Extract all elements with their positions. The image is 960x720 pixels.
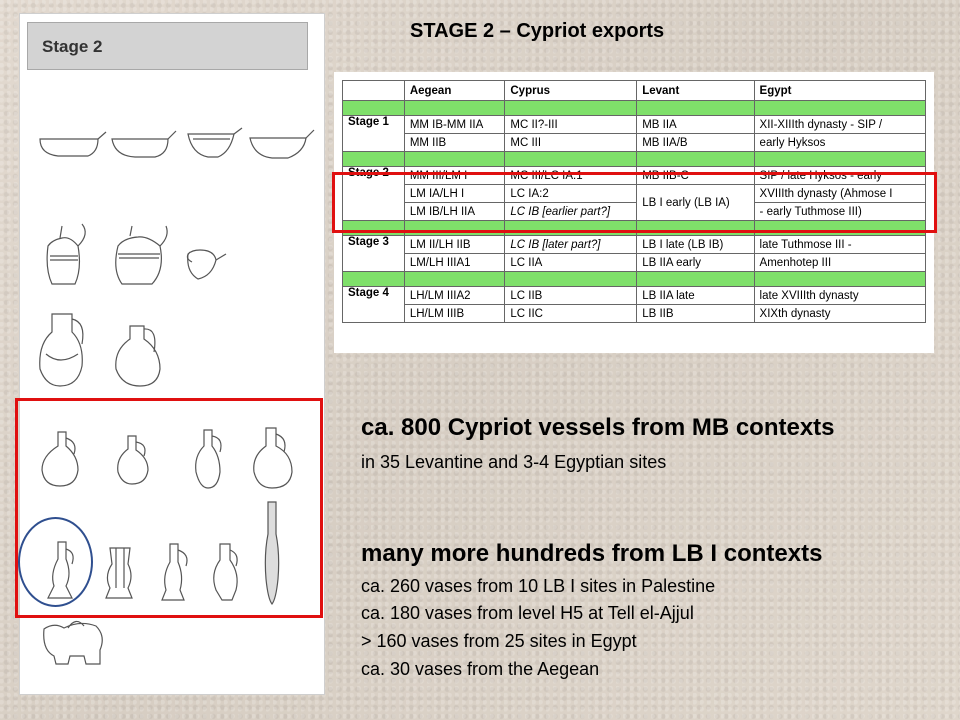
table-cell: LC IB [earlier part?] <box>505 203 637 221</box>
table-row <box>343 236 926 254</box>
table-cell: LM/LH IIIA1 <box>404 254 505 272</box>
small-jug-vessel <box>187 250 226 279</box>
table-cell: MC III/LC IA:1 <box>505 167 637 185</box>
highlight-box-stage2-rows <box>332 172 937 233</box>
table-header-row <box>343 81 926 101</box>
table-cell: late XVIIIth dynasty <box>754 287 925 305</box>
highlight-circle-vessel <box>18 517 93 607</box>
table-cell: XII-XIIIth dynasty - SIP / <box>754 116 925 134</box>
table-cell: LM IB/LH IIA <box>404 203 505 221</box>
table-row <box>343 134 926 152</box>
table-header: Cyprus <box>505 81 637 101</box>
askos-vessel <box>44 621 103 664</box>
lb-detail-line: > 160 vases from 25 sites in Egypt <box>361 631 637 651</box>
table-cell: LM IA/LH I <box>404 185 505 203</box>
table-separator-row <box>343 152 926 167</box>
table-cell: SIP / late Hyksos - early <box>754 167 925 185</box>
table-cell: LC IIA <box>505 254 637 272</box>
table-row <box>343 287 926 305</box>
bowl-vessel-4 <box>250 130 314 158</box>
table-cell: MM IIB <box>404 134 505 152</box>
table-cell: LM II/LH IIB <box>404 236 505 254</box>
mb-contexts-heading: ca. 800 Cypriot vessels from MB contexts <box>361 414 835 441</box>
table-cell: LB IIB <box>637 305 754 323</box>
table-cell: LC IIB <box>505 287 637 305</box>
stage-label: Stage 2 <box>343 167 405 221</box>
table-header: Egypt <box>754 81 925 101</box>
juglet-vessel-2 <box>116 326 160 386</box>
bowl-vessel-3 <box>188 128 242 157</box>
table-cell: MB IIB-C <box>637 167 754 185</box>
jug-vessel-1 <box>47 224 85 284</box>
table-cell: XVIIIth dynasty (Ahmose I <box>754 185 925 203</box>
stage-label: Stage 1 <box>343 116 405 152</box>
table-cell: Amenhotep III <box>754 254 925 272</box>
table-header: Levant <box>637 81 754 101</box>
table-cell: LB I late (LB IB) <box>637 236 754 254</box>
table-cell: late Tuthmose III - <box>754 236 925 254</box>
table-cell: LC IB [later part?] <box>505 236 637 254</box>
lb-detail-line: ca. 260 vases from 10 LB I sites in Palestine <box>361 576 716 596</box>
table-cell: LB I early (LB IA) <box>637 185 754 221</box>
jug-vessel-2 <box>116 226 167 284</box>
table-row <box>343 254 926 272</box>
mb-contexts-detail: in 35 Levantine and 3-4 Egyptian sites <box>361 452 667 472</box>
table-header: Aegean <box>404 81 505 101</box>
slide-title: STAGE 2 – Cypriot exports <box>410 20 665 42</box>
table-cell: MB IIA/B <box>637 134 754 152</box>
table-cell: - early Tuthmose III) <box>754 203 925 221</box>
table-row <box>343 116 926 134</box>
table-cell: LB IIA late <box>637 287 754 305</box>
table-cell: LB IIA early <box>637 254 754 272</box>
panel-header-label: Stage 2 <box>42 37 103 56</box>
table-cell: LC IA:2 <box>505 185 637 203</box>
table-cell: MC III <box>505 134 637 152</box>
juglet-vessel-1 <box>40 314 83 386</box>
table-cell: LH/LM IIIB <box>404 305 505 323</box>
table-row <box>343 305 926 323</box>
stage-label: Stage 4 <box>343 287 405 323</box>
lb-detail-line: ca. 180 vases from level H5 at Tell el-Ajjul <box>361 603 694 623</box>
table-header <box>343 81 405 101</box>
table-cell: MM III/LM I <box>404 167 505 185</box>
table-separator-row <box>343 101 926 116</box>
table-cell: LC IIC <box>505 305 637 323</box>
lb-detail-line: ca. 30 vases from the Aegean <box>361 659 600 679</box>
table-cell: MB IIA <box>637 116 754 134</box>
table-cell: MM IB-MM IIA <box>404 116 505 134</box>
stage-label: Stage 3 <box>343 236 405 272</box>
bowl-vessel-2 <box>112 131 176 157</box>
bowl-vessel-1 <box>40 132 106 156</box>
table-cell: early Hyksos <box>754 134 925 152</box>
table-cell: LH/LM IIIA2 <box>404 287 505 305</box>
table-cell: MC II?-III <box>505 116 637 134</box>
table-cell: XIXth dynasty <box>754 305 925 323</box>
lb-contexts-heading: many more hundreds from LB I contexts <box>361 540 823 567</box>
table-separator-row <box>343 272 926 287</box>
